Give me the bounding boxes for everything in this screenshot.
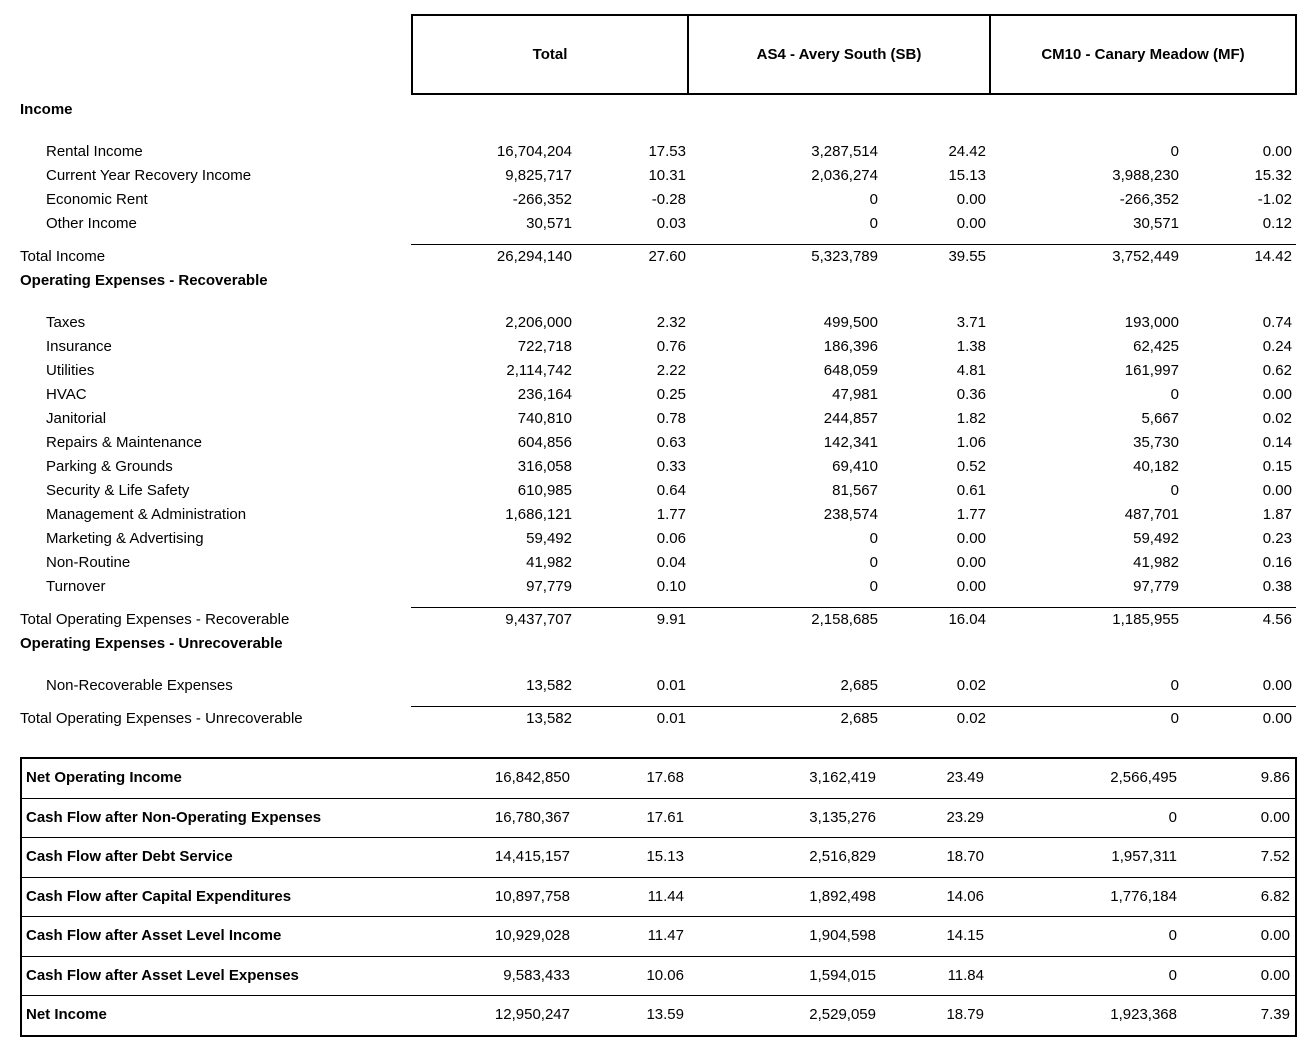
cell-total-psf: 0.06 [656, 530, 686, 547]
cell-cm10-psf: 0.12 [1262, 215, 1292, 232]
row-label: Total Operating Expenses - Unrecoverable [20, 710, 303, 727]
cell-as4-psf: 18.79 [946, 1006, 984, 1023]
cell-as4-psf: 14.15 [946, 927, 984, 944]
cell-total-psf: 0.76 [656, 338, 686, 355]
row-label: Turnover [46, 578, 106, 595]
column-header-as4-label: AS4 - Avery South (SB) [756, 46, 922, 63]
cell-as4-value: 0 [869, 191, 878, 208]
item-row [0, 575, 1312, 599]
cell-as4-psf: 1.06 [956, 434, 986, 451]
row-label: HVAC [46, 386, 87, 403]
row-label: Total Income [20, 248, 106, 265]
cell-as4-psf: 0.52 [956, 458, 986, 475]
row-label: Parking & Grounds [46, 458, 173, 475]
cell-cm10-value: 1,776,184 [1110, 887, 1177, 905]
cell-as4-value: 5,323,789 [811, 248, 878, 265]
cell-total-psf: 11.44 [647, 887, 684, 905]
cell-cm10-value: 41,982 [1133, 554, 1179, 571]
cell-cm10-psf: 0.00 [1262, 386, 1292, 403]
row-label: Net Income [26, 1006, 107, 1023]
cell-total-psf: 10.31 [648, 167, 686, 184]
cell-total-psf: 17.61 [646, 808, 684, 826]
row-label: Income [20, 101, 73, 118]
cell-as4-psf: 0.61 [956, 482, 986, 499]
cell-as4-value: 0 [869, 554, 878, 571]
cell-as4-psf: 23.49 [946, 769, 984, 786]
cell-as4-value: 1,594,015 [809, 966, 876, 984]
cell-as4-value: 3,287,514 [811, 143, 878, 160]
cell-cm10-value: 1,957,311 [1111, 848, 1177, 865]
cell-total-value: 604,856 [517, 434, 572, 451]
cell-total-psf: 0.33 [656, 458, 686, 475]
item-row [0, 212, 1312, 236]
cell-as4-value: 2,158,685 [811, 611, 878, 628]
cell-cm10-psf: 0.00 [1260, 808, 1290, 826]
total-row [0, 707, 1312, 731]
total-row [0, 608, 1312, 632]
cell-cm10-psf: 0.00 [1262, 143, 1292, 160]
cell-total-value: 59,492 [526, 530, 572, 547]
section-gap [0, 122, 1312, 140]
column-header-total [411, 14, 689, 95]
row-label: Operating Expenses - Recoverable [20, 272, 268, 289]
cell-total-psf: 9.91 [656, 611, 686, 628]
cell-cm10-value: 97,779 [1133, 578, 1179, 595]
cell-total-value: 13,582 [526, 710, 572, 727]
cell-total-value: 16,842,850 [494, 769, 570, 786]
cell-as4-psf: 1.77 [956, 506, 986, 523]
cell-total-value: 316,058 [517, 458, 572, 475]
cell-cm10-psf: 7.52 [1260, 848, 1290, 865]
cell-cm10-psf: 0.24 [1262, 338, 1292, 355]
cell-total-psf: 13.59 [646, 1006, 684, 1023]
cell-as4-value: 499,500 [823, 314, 878, 331]
section-row [0, 98, 1312, 122]
cell-as4-psf: 15.13 [948, 167, 986, 184]
cell-as4-psf: 23.29 [946, 808, 984, 826]
item-row [0, 359, 1312, 383]
row-label: Security & Life Safety [46, 482, 190, 499]
row-label: Total Operating Expenses - Recoverable [20, 611, 290, 628]
cell-as4-value: 69,410 [832, 458, 878, 475]
cell-cm10-value: 0 [1170, 386, 1179, 403]
cell-cm10-value: 62,425 [1133, 338, 1179, 355]
cell-total-value: 26,294,140 [496, 248, 572, 265]
cell-total-psf: 0.03 [656, 215, 686, 232]
total-row [0, 245, 1312, 269]
cell-as4-psf: 0.00 [956, 530, 986, 547]
column-group-headers [411, 14, 1297, 95]
item-row [0, 383, 1312, 407]
summary-row [22, 877, 1295, 917]
row-label: Non-Recoverable Expenses [46, 677, 233, 694]
row-label: Net Operating Income [26, 769, 182, 786]
cell-cm10-value: 487,701 [1124, 506, 1179, 523]
row-label: Other Income [46, 215, 137, 232]
cell-total-psf: -0.28 [651, 191, 686, 208]
cell-as4-value: 648,059 [823, 362, 878, 379]
cell-as4-psf: 4.81 [956, 362, 986, 379]
cell-as4-value: 2,529,059 [809, 1006, 876, 1023]
cell-as4-psf: 0.02 [956, 677, 986, 694]
cell-cm10-psf: 9.86 [1260, 769, 1290, 786]
item-row [0, 335, 1312, 359]
cell-total-value: 10,897,758 [494, 887, 570, 905]
cell-as4-psf: 18.70 [946, 848, 984, 865]
row-label: Non-Routine [46, 554, 131, 571]
cell-total-psf: 1.77 [656, 506, 686, 523]
summary-row [22, 956, 1295, 996]
section-row [0, 632, 1312, 656]
cell-as4-value: 238,574 [823, 506, 878, 523]
summary-row [22, 837, 1295, 877]
item-row [0, 188, 1312, 212]
cell-cm10-value: 3,988,230 [1112, 167, 1179, 184]
summary-row [22, 759, 1295, 798]
cell-as4-psf: 16.04 [948, 611, 986, 628]
cell-total-value: 610,985 [517, 482, 572, 499]
cell-as4-psf: 14.06 [946, 887, 984, 905]
cell-cm10-psf: 0.23 [1262, 530, 1292, 547]
row-label: Cash Flow after Non-Operating Expenses [26, 808, 322, 826]
cell-cm10-psf: 7.39 [1260, 1006, 1290, 1023]
cell-total-psf: 0.64 [656, 482, 686, 499]
cell-cm10-value: 0 [1168, 927, 1177, 944]
cell-total-psf: 17.68 [646, 769, 684, 786]
cell-cm10-value: 59,492 [1133, 530, 1179, 547]
cell-total-value: 740,810 [517, 410, 572, 427]
cell-as4-psf: 0.00 [956, 191, 986, 208]
column-header-as4-avery-south [689, 14, 991, 95]
cell-cm10-psf: 15.32 [1254, 167, 1292, 184]
row-label: Rental Income [46, 143, 143, 160]
row-label: Cash Flow after Capital Expenditures [26, 887, 292, 905]
row-label: Cash Flow after Asset Level Income [26, 927, 282, 944]
cell-as4-value: 2,516,829 [809, 848, 876, 865]
cell-as4-value: 0 [869, 530, 878, 547]
item-row [0, 674, 1312, 698]
item-row [0, 431, 1312, 455]
cell-cm10-psf: 0.02 [1262, 410, 1292, 427]
cell-cm10-psf: 6.82 [1260, 887, 1290, 905]
cell-total-value: 97,779 [526, 578, 572, 595]
cell-as4-value: 2,685 [840, 710, 878, 727]
cell-total-value: 13,582 [526, 677, 572, 694]
cell-total-psf: 10.06 [646, 966, 684, 984]
cell-cm10-value: 30,571 [1133, 215, 1179, 232]
cell-cm10-value: 5,667 [1141, 410, 1179, 427]
cell-as4-psf: 0.00 [956, 215, 986, 232]
summary-section [20, 757, 1297, 1037]
column-header-cm10-canary-meadow [991, 14, 1297, 95]
cell-as4-value: 2,036,274 [811, 167, 878, 184]
cell-cm10-psf: 0.15 [1262, 458, 1292, 475]
cell-total-psf: 0.10 [656, 578, 686, 595]
cell-cm10-psf: 4.56 [1262, 611, 1292, 628]
cell-total-value: 41,982 [526, 554, 572, 571]
cell-total-value: 30,571 [526, 215, 572, 232]
cell-cm10-psf: 14.42 [1254, 248, 1292, 265]
cell-total-psf: 0.01 [656, 677, 686, 694]
cell-cm10-psf: 0.00 [1262, 482, 1292, 499]
cell-total-psf: 27.60 [648, 248, 686, 265]
row-label: Utilities [46, 362, 95, 379]
item-row [0, 407, 1312, 431]
section-row [0, 269, 1312, 293]
cell-total-value: 2,114,742 [506, 362, 572, 379]
cell-as4-psf: 11.84 [947, 966, 984, 984]
summary-row [22, 798, 1295, 838]
cell-total-psf: 2.22 [656, 362, 686, 379]
cell-cm10-value: 1,185,955 [1112, 611, 1179, 628]
item-row [0, 311, 1312, 335]
cell-total-value: 2,206,000 [505, 314, 572, 331]
cell-cm10-psf: 1.87 [1262, 506, 1292, 523]
row-label: Current Year Recovery Income [46, 167, 252, 184]
item-row [0, 164, 1312, 188]
cell-cm10-value: 0 [1168, 808, 1177, 826]
row-label: Cash Flow after Asset Level Expenses [26, 966, 299, 984]
cell-total-psf: 11.47 [647, 927, 684, 944]
item-row [0, 503, 1312, 527]
cell-total-value: 10,929,028 [494, 927, 570, 944]
cell-total-value: 9,825,717 [505, 167, 572, 184]
row-label: Insurance [46, 338, 112, 355]
cell-cm10-value: 3,752,449 [1112, 248, 1179, 265]
section-gap [0, 656, 1312, 674]
cell-total-psf: 15.13 [646, 848, 684, 865]
row-label: Taxes [46, 314, 86, 331]
cell-cm10-psf: 0.00 [1260, 966, 1290, 984]
cell-total-value: 12,950,247 [494, 1006, 570, 1023]
cell-cm10-value: 193,000 [1124, 314, 1179, 331]
cell-cm10-value: -266,352 [1119, 191, 1179, 208]
cell-as4-value: 0 [869, 215, 878, 232]
cell-as4-psf: 0.36 [956, 386, 986, 403]
cell-total-value: 236,164 [517, 386, 572, 403]
cell-cm10-value: 161,997 [1124, 362, 1179, 379]
cell-as4-value: 186,396 [823, 338, 878, 355]
cell-total-value: 9,583,433 [503, 966, 570, 984]
section-gap [0, 293, 1312, 311]
cell-total-psf: 0.78 [656, 410, 686, 427]
cell-cm10-value: 1,923,368 [1110, 1006, 1177, 1023]
cell-as4-psf: 1.82 [956, 410, 986, 427]
cell-cm10-psf: 0.14 [1262, 434, 1292, 451]
row-label: Marketing & Advertising [46, 530, 204, 547]
summary-row [22, 995, 1295, 1035]
row-label: Janitorial [46, 410, 107, 427]
item-row [0, 527, 1312, 551]
cell-as4-psf: 24.42 [948, 143, 986, 160]
cell-cm10-psf: -1.02 [1257, 191, 1292, 208]
cell-as4-value: 3,135,276 [809, 808, 876, 826]
cell-as4-value: 81,567 [832, 482, 878, 499]
row-label: Management & Administration [46, 506, 247, 523]
cell-as4-value: 142,341 [823, 434, 878, 451]
cell-total-value: 1,686,121 [505, 506, 572, 523]
cell-cm10-psf: 0.00 [1262, 677, 1292, 694]
cell-cm10-psf: 0.16 [1262, 554, 1292, 571]
column-header-cm10-label: CM10 - Canary Meadow (MF) [1041, 46, 1245, 63]
cell-as4-psf: 0.00 [956, 554, 986, 571]
cell-cm10-psf: 0.00 [1262, 710, 1292, 727]
cell-total-value: 16,780,367 [494, 808, 570, 826]
item-row [0, 140, 1312, 164]
cell-cm10-value: 0 [1170, 677, 1179, 694]
cell-as4-psf: 1.38 [956, 338, 986, 355]
item-row [0, 551, 1312, 575]
item-row [0, 455, 1312, 479]
cell-cm10-psf: 0.00 [1260, 927, 1290, 944]
report-body [0, 98, 1312, 731]
cell-as4-psf: 0.02 [956, 710, 986, 727]
cell-as4-psf: 0.00 [956, 578, 986, 595]
cell-as4-value: 1,904,598 [809, 927, 876, 944]
cell-cm10-psf: 0.38 [1262, 578, 1292, 595]
cell-as4-value: 3,162,419 [809, 769, 876, 786]
cell-as4-value: 244,857 [823, 410, 878, 427]
cell-cm10-value: 35,730 [1133, 434, 1179, 451]
cell-cm10-value: 40,182 [1133, 458, 1179, 475]
cell-cm10-value: 0 [1170, 482, 1179, 499]
cell-as4-value: 1,892,498 [809, 887, 876, 905]
cell-as4-psf: 39.55 [948, 248, 986, 265]
cell-total-value: 722,718 [517, 338, 572, 355]
row-label: Economic Rent [46, 191, 148, 208]
cell-total-psf: 0.63 [656, 434, 686, 451]
cell-total-psf: 0.25 [656, 386, 686, 403]
cell-as4-value: 47,981 [832, 386, 878, 403]
row-label: Cash Flow after Debt Service [26, 848, 233, 865]
cell-cm10-value: 0 [1170, 710, 1179, 727]
cell-as4-value: 2,685 [840, 677, 878, 694]
cell-cm10-psf: 0.62 [1262, 362, 1292, 379]
cell-as4-psf: 3.71 [956, 314, 986, 331]
cell-cm10-value: 2,566,495 [1110, 769, 1177, 786]
cell-total-psf: 2.32 [656, 314, 686, 331]
cell-cm10-value: 0 [1168, 966, 1177, 984]
cell-total-psf: 0.04 [656, 554, 686, 571]
cell-total-value: 14,415,157 [494, 848, 570, 865]
cell-cm10-psf: 0.74 [1262, 314, 1292, 331]
summary-row [22, 916, 1295, 956]
cell-cm10-value: 0 [1170, 143, 1179, 160]
cell-total-psf: 0.01 [656, 710, 686, 727]
cell-total-value: 16,704,204 [496, 143, 572, 160]
column-header-total-label: Total [532, 46, 568, 63]
cell-total-psf: 17.53 [648, 143, 686, 160]
item-row [0, 479, 1312, 503]
row-label: Operating Expenses - Unrecoverable [20, 635, 283, 652]
cell-total-value: 9,437,707 [505, 611, 572, 628]
row-label: Repairs & Maintenance [46, 434, 202, 451]
cell-total-value: -266,352 [512, 191, 572, 208]
cell-as4-value: 0 [869, 578, 878, 595]
